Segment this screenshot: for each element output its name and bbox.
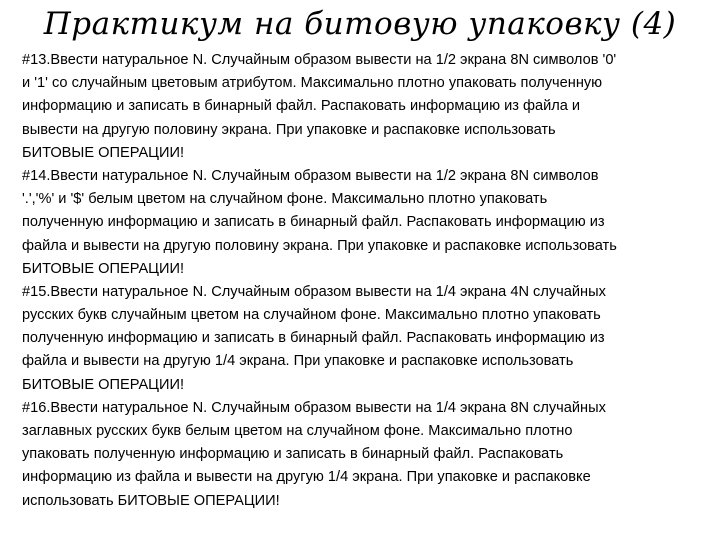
text-line: заглавных русских букв белым цветом на случайном фоне. Максимально плотно bbox=[22, 423, 573, 439]
slide-body bbox=[22, 49, 712, 513]
text-line: файла и вывести на другую 1/4 экрана. При упаковке и распаковке использовать bbox=[22, 353, 574, 370]
text-line: вывести на другую половину экрана. При упаковке и распаковке использовать bbox=[22, 121, 556, 138]
text-line: '.','%' и '$' белым цветом на случайном фоне. Максимально плотно упаковать bbox=[22, 191, 548, 208]
text-line: и '1' со случайным цветовым атрибутом. Максимально плотно упаковать полученную bbox=[22, 75, 603, 92]
text-line: #16.Ввести натуральное N. Случайным образом вывести на 1/4 экрана 8N случайных bbox=[22, 399, 606, 416]
text-line: информацию и записать в бинарный файл. Распаковать информацию из файла и bbox=[22, 98, 581, 115]
text-line: русских букв случайным цветом на случайном фоне. Максимально плотно упаковать bbox=[22, 307, 601, 324]
text-line: БИТОВЫЕ ОПЕРАЦИИ! bbox=[22, 144, 185, 161]
text-line: #13.Ввести натуральное N. Случайным образом вывести на 1/2 экрана 8N символов '0' bbox=[22, 52, 617, 68]
text-line: БИТОВЫЕ ОПЕРАЦИИ! bbox=[22, 260, 185, 277]
text-line: полученную информацию и записать в бинарный файл. Распаковать информацию из bbox=[22, 214, 605, 231]
text-line: #15.Ввести натуральное N. Случайным образом вывести на 1/4 экрана 4N случайных bbox=[22, 283, 606, 300]
text-line: использовать БИТОВЫЕ ОПЕРАЦИИ! bbox=[22, 492, 280, 509]
text-line: информацию из файла и вывести на другую 1/4 экрана. При упаковке и распаковке bbox=[22, 469, 591, 486]
text-line: БИТОВЫЕ ОПЕРАЦИИ! bbox=[22, 376, 185, 393]
text-line: файла и вывести на другую половину экрана. При упаковке и распаковке использовать bbox=[22, 237, 617, 254]
text-line: #14.Ввести натуральное N. Случайным образом вывести на 1/2 экрана 8N символов bbox=[22, 167, 599, 184]
slide-title: Практикум на битовую упаковку (4) bbox=[43, 6, 677, 42]
text-line: полученную информацию и записать в бинарный файл. Распаковать информацию из bbox=[22, 330, 605, 347]
text-line: упаковать полученную информацию и записать в бинарный файл. Распаковать bbox=[22, 446, 564, 463]
